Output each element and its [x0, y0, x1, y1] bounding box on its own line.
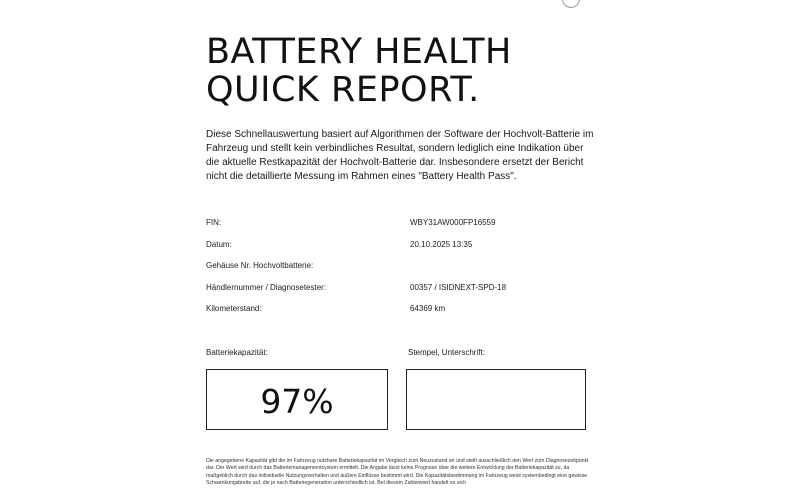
field-value: WBY31AW000FP16559	[410, 218, 496, 227]
circle-icon	[562, 0, 580, 8]
field-value: 00357 / ISIDNEXT-SPD-18	[410, 282, 507, 292]
footnote: Die angegebene Kapazität gibt die im Fahrzeug nutzbare Batteriekapazität im Vergleich zum Neuzustand an und stellt ausschließlich den Wert zum Diagnosezeitpunkt dar. Der Wert wird durch das Batteriemanagementsystem ermittelt. Die Angabe lässt keine Prognose über die weitere Entwicklung der Batteriekapazität zu, da maßgeblich durch das individuelle Nutzungsverhalten und äußere Einflüsse bestimmt wird. Die Kapazitätsbestimmung im Fahrzeug weist systembedingt eine gewisse Schwankungsbreite auf, die je nach Batteriegeneration unterschiedlich ist. Bei diesem Zahlenwert handelt es sich	[206, 458, 589, 487]
field-label: Händlernummer / Diagnosetester:	[206, 282, 327, 292]
capacity-box	[206, 369, 388, 430]
field-label: FIN:	[206, 218, 222, 227]
field-row-date	[206, 240, 606, 262]
title-line-1: BATTERY HEALTH	[206, 32, 512, 72]
title-line-2: QUICK REPORT.	[206, 70, 480, 110]
report-fields	[206, 218, 606, 326]
field-row-housing-number	[206, 261, 606, 283]
field-value: 64369 km	[410, 304, 446, 313]
field-value: 20.10.2025 13:35	[410, 239, 473, 249]
field-row-fin	[206, 218, 606, 240]
field-row-mileage	[206, 304, 606, 326]
field-label: Datum:	[206, 239, 232, 249]
intro-paragraph: Diese Schnellauswertung basiert auf Algorithmen der Software der Hochvolt-Batterie im Fahrzeug und stellt kein verbindliches Resultat, sondern lediglich eine Indikation über die aktuelle Restkapazität der Hochvolt-Batterie dar. Insbesondere ersetzt der Bericht nicht die detaillierte Messung im Rahmen eines "Battery Health Pass".	[206, 129, 594, 182]
field-label: Kilometerstand:	[206, 304, 262, 313]
field-row-dealer	[206, 283, 606, 305]
report-title	[206, 33, 512, 109]
capacity-value: 97%	[260, 382, 334, 421]
stamp-signature-box	[406, 369, 586, 430]
stamp-label: Stempel, Unterschrift:	[408, 348, 485, 357]
field-label: Gehäuse Nr. Hochvoltbatterie:	[206, 261, 314, 270]
capacity-label: Batteriekapazität:	[206, 348, 268, 357]
